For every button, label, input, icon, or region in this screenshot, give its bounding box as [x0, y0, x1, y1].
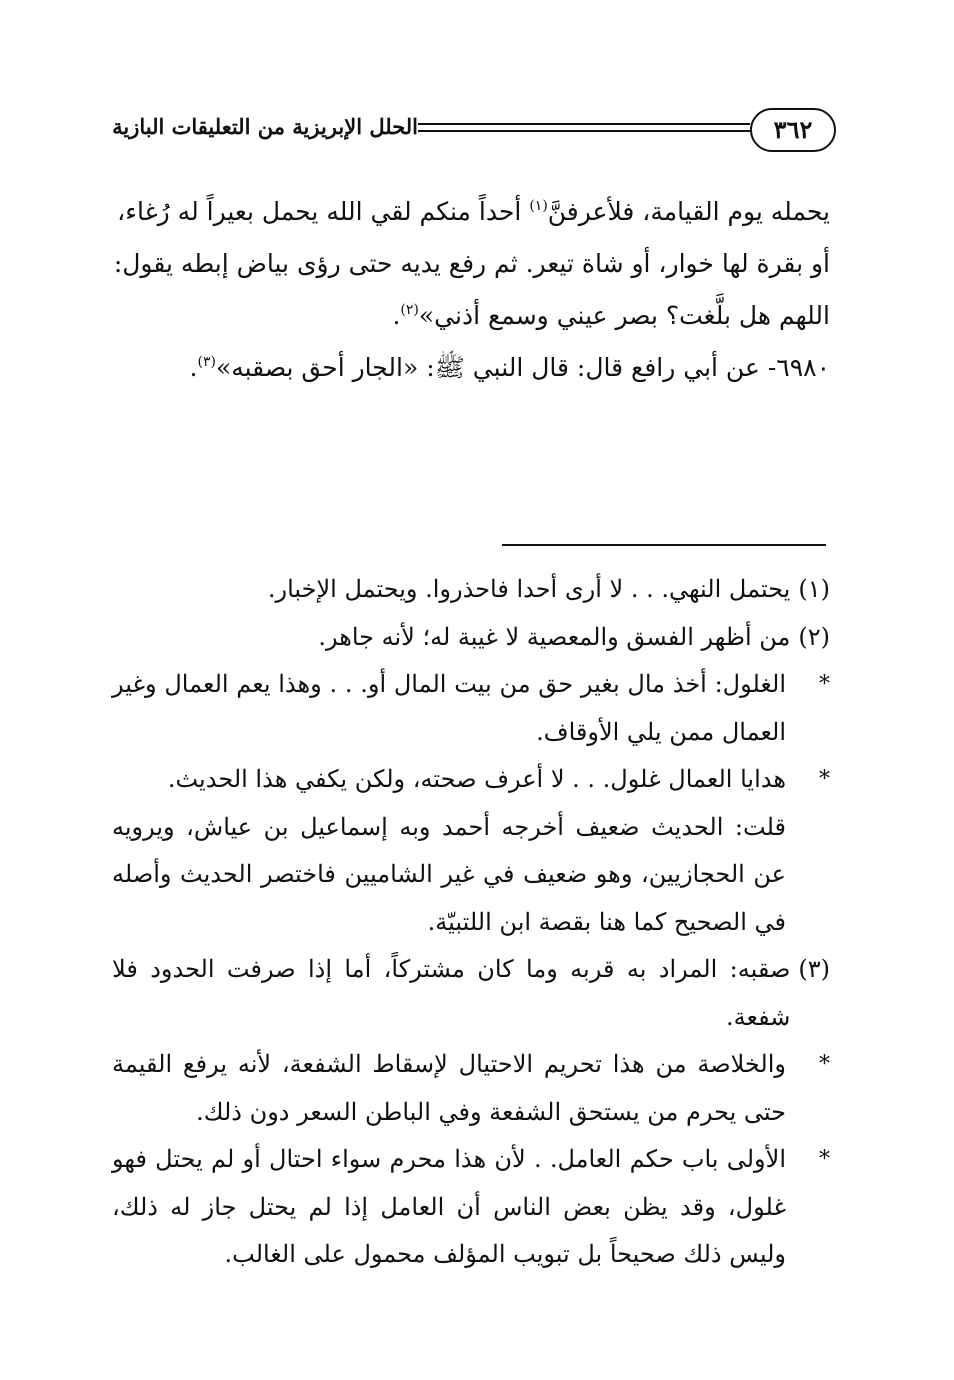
footnote-ref-3: (٣) — [197, 354, 216, 370]
footnote-mark: (٣) — [798, 955, 830, 983]
footnote-ref-2: (٢) — [400, 302, 419, 318]
footnote-mark: (١) — [798, 575, 830, 603]
footnote-text: من أظهر الفسق والمعصية لا غيبة له؛ لأنه جاهر. — [318, 622, 791, 651]
page-header — [112, 108, 836, 154]
comment-text: قلت: الحديث ضعيف أخرجه أحمد وبه إسماعيل بن عياش، ويرويه عن الحجازيين، وهو ضعيف في غير الشاميين فاختصر الحديث وأصله في الصحيح كما هنا بقصة ابن اللتبيّة. — [112, 812, 787, 936]
footnote-1 — [112, 566, 830, 614]
header-rule — [418, 123, 750, 132]
comment-shufa — [112, 1041, 830, 1136]
footnote-2 — [112, 614, 830, 662]
comment-text: الأولى باب حكم العامل. . لأن هذا محرم سواء احتال أو لم يحتل فهو غلول، وقد يظن بعض الناس أن العامل إذا لم يحتل جاز له ذلك، وليس ذلك صحيحاً بل تبويب المؤلف محمول على الغالب. — [112, 1145, 786, 1268]
main-text — [112, 186, 830, 394]
asterisk-icon: * — [819, 767, 830, 792]
text-run: ٦٩٨٠- عن أبي رافع قال: قال النبي ﷺ: «الجار أحق بصقبه» — [215, 353, 830, 382]
text-run: أحداً منكم لقي الله يحمل بعيراً له رُغاء، — [117, 197, 530, 226]
comment-amil — [112, 1136, 830, 1279]
text-run: . — [392, 301, 401, 330]
asterisk-icon: * — [819, 1147, 830, 1172]
running-title: الحلل الإبريزية من التعليقات البازية — [112, 114, 418, 139]
footnote-3 — [112, 946, 830, 1041]
text-run: . — [189, 353, 198, 382]
comment-ghulul — [112, 661, 830, 756]
comment-text: هدايا العمال غلول. . . لا أعرف صحته، ولكن يكفي هذا الحديث. — [167, 765, 786, 793]
footnote-separator — [502, 544, 826, 546]
footnote-mark: (٢) — [798, 622, 830, 651]
asterisk-icon: * — [819, 1052, 830, 1077]
text-run: يحمله يوم القيامة، فلأعرفنَّ — [547, 197, 830, 226]
main-line — [112, 186, 830, 238]
footnote-text: صقبه: المراد به قربه وما كان مشتركاً، أما إذا صرفت الحدود فلا شفعة. — [112, 955, 791, 1031]
main-line: أو بقرة لها خوار، أو شاة تيعر. ثم رفع يديه حتى رؤى بياض إبطه يقول: — [113, 249, 830, 278]
comment-text: والخلاصة من هذا تحريم الاحتيال لإسقاط الشفعة، لأنه يرفع القيمة حتى يحرم من يستحق الشفعة وفي الباطن السعر دون ذلك. — [112, 1050, 786, 1126]
text-run: اللهم هل بلَّغت؟ بصر عيني وسمع أذني» — [418, 301, 830, 330]
footnote-text: يحتمل النهي. . . لا أرى أحدا فاحذروا. ويحتمل الإخبار. — [267, 575, 791, 603]
footnote-ref-1: (١) — [529, 198, 548, 214]
page-number: ٣٦٢ — [750, 108, 836, 152]
comment-text: الغلول: أخذ مال بغير حق من بيت المال أو. . . وهذا يعم العمال وغير العمال ممن يلي الأوقاف. — [112, 670, 786, 746]
main-line — [112, 290, 830, 342]
hadith-line — [112, 342, 830, 394]
comment-hadaya — [112, 756, 830, 946]
footnotes — [112, 566, 830, 1279]
asterisk-icon: * — [819, 672, 830, 697]
